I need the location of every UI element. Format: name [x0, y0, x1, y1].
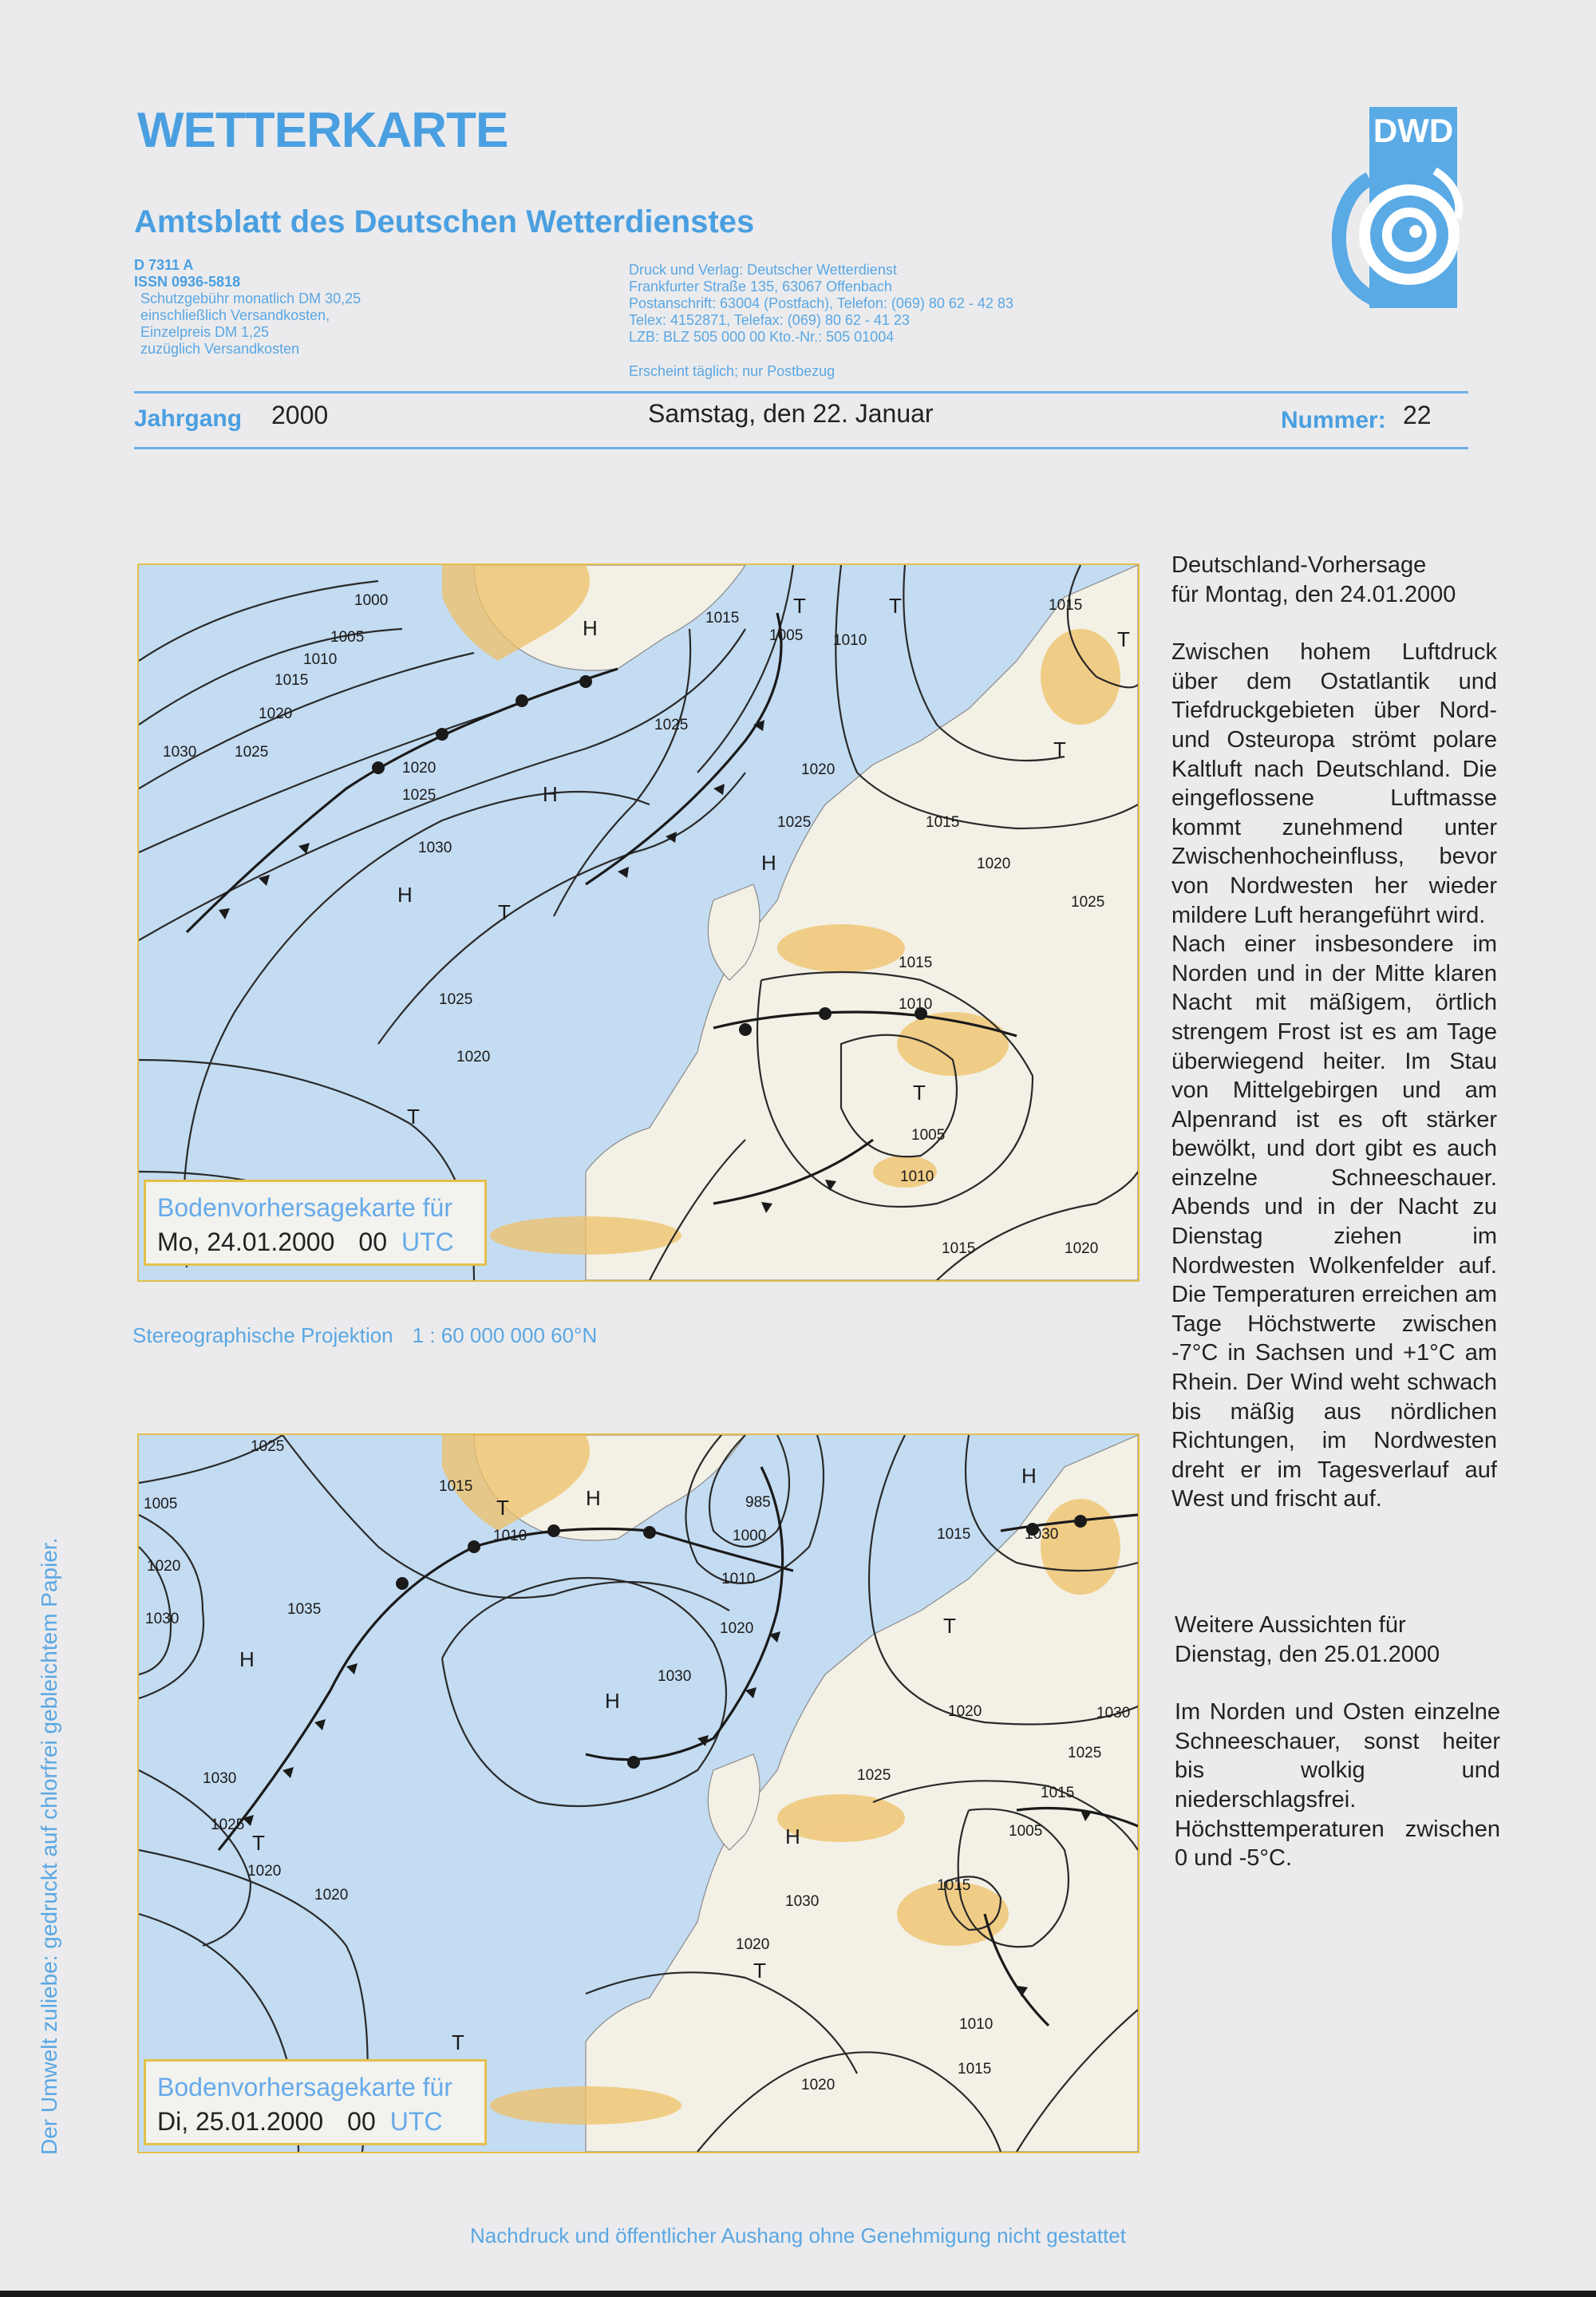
forecast-paragraph: Zwischen hohem Luftdruck über dem Ostatlantik und Tiefdruckgebieten über Nord- und Osteuropa strömt polare Kaltluft nach Deutschland. Die eingeflossene Luftmasse kommt zunehmend unter Zwischenhocheinfluss, bevor von Nordwesten her wieder mildere Luft herangeführt wird.: [1171, 639, 1497, 928]
fee-line: einschließlich Versandkosten,: [140, 307, 330, 323]
header-rule: [134, 447, 1468, 449]
fee-line: Einzelpreis DM 1,25: [140, 324, 270, 340]
high-marker: H: [583, 616, 598, 640]
forecast-heading: für Montag, den 24.01.2000: [1171, 581, 1456, 607]
low-marker: T: [452, 2030, 464, 2054]
publication-subtitle: Amtsblatt des Deutschen Wetterdienstes: [134, 204, 755, 239]
isobar-label: 1005: [144, 1496, 178, 1512]
isobar-label: 1020: [314, 1887, 349, 1904]
publisher-line: Druck und Verlag: Deutscher Wetterdienst: [629, 262, 897, 278]
isobar-label: 1015: [926, 814, 960, 831]
caption-hour: 00: [347, 2107, 376, 2136]
isobar-label: 1020: [801, 2077, 836, 2093]
isobar-label: 1015: [439, 1478, 473, 1495]
isobar-label: 1030: [418, 840, 452, 856]
low-marker: T: [498, 900, 511, 924]
appearance-note: Erscheint täglich; nur Postbezug: [629, 363, 836, 379]
isobar-label: 1025: [1071, 894, 1105, 911]
environment-note: Der Umwelt zuliebe: gedruckt auf chlorfrei gebleichtem Papier.: [37, 1537, 61, 2155]
isobar-label: 1005: [769, 627, 804, 644]
fee-line: zuzüglich Versandkosten: [140, 341, 300, 357]
caption-title: Bodenvorhersagekarte für: [157, 2073, 452, 2101]
scan-edge: [0, 2291, 1596, 2297]
low-marker: T: [943, 1614, 956, 1638]
isobar-label: 1030: [203, 1770, 237, 1787]
low-marker: T: [913, 1081, 926, 1105]
forecast-paragraph: Nach einer insbesondere im Norden und in der Mitte klaren Nacht mit mäßigem, örtlich strengem Frost ist es am Tage überwiegend heiter. Im Stau von Mittelgebirgen und am Alpenrand ist es oft stärker bewölkt, und dort gibt es auch einzelne Schneeschauer. Abends und in der Nacht zu Dienstag ziehen im Nordwesten Wolkenfelder auf. Die Temperaturen erreichen am Tage Höchstwerte zwischen -7°C in Sachsen und +1°C am Rhein. Der Wind weht schwach bis mäßig aus nördlichen Richtungen, im Nordwesten dreht er im Tagesverlauf auf West und frischt auf.: [1171, 931, 1497, 1512]
isobar-label: 1005: [1009, 1823, 1043, 1840]
low-marker: T: [1053, 737, 1066, 761]
caption-hour: 00: [358, 1228, 387, 1256]
low-marker: T: [407, 1105, 420, 1129]
isobar-label: 1025: [1068, 1745, 1102, 1761]
isobar-label: 1015: [1049, 597, 1083, 614]
forecast-heading: Deutschland-Vorhersage: [1171, 552, 1427, 578]
caption-timezone: UTC: [389, 2107, 443, 2136]
isobar-label: 1030: [145, 1611, 180, 1627]
low-marker: T: [496, 1496, 509, 1520]
outlook-heading: Weitere Aussichten für: [1175, 1612, 1406, 1638]
isobar-label: 1030: [785, 1893, 820, 1910]
high-marker: H: [605, 1689, 620, 1713]
isobar-label: 1015: [705, 610, 740, 627]
reprint-notice: Nachdruck und öffentlicher Aushang ohne Genehmigung nicht gestattet: [470, 2224, 1126, 2248]
isobar-label: 1020: [720, 1620, 754, 1637]
high-marker: H: [543, 782, 558, 806]
isobar-label: 1000: [733, 1528, 767, 1544]
isobar-label: 1000: [354, 592, 389, 609]
forecast-map-monday: [137, 563, 1140, 1282]
isobar-label: 1020: [977, 856, 1011, 872]
caption-timezone: UTC: [401, 1228, 454, 1256]
number-value: 22: [1403, 401, 1432, 429]
publisher-line: Postanschrift: 63004 (Postfach), Telefon: (069) 80 62 - 42 83: [629, 295, 1013, 311]
high-marker: H: [239, 1647, 255, 1671]
isobar-label: 1030: [163, 744, 197, 761]
isobar-label: 1020: [259, 706, 293, 722]
projection-name: Stereographische Projektion: [132, 1323, 393, 1347]
isobar-label: 1015: [1041, 1785, 1075, 1801]
outlook-forecast: [1175, 1611, 1500, 1873]
high-marker: H: [761, 851, 776, 875]
publisher-line: Frankfurter Straße 135, 63067 Offenbach: [629, 279, 892, 295]
caption-datetime: [157, 1228, 473, 1257]
publisher-line: LZB: BLZ 505 000 00 Kto.-Nr.: 505 01004: [629, 329, 895, 345]
low-marker: T: [753, 1959, 766, 1983]
isobar-label: 1015: [942, 1240, 976, 1257]
forecast-map-tuesday: [137, 1433, 1140, 2153]
isobar-label: 1020: [402, 760, 437, 777]
fee-line: Schutzgebühr monatlich DM 30,25: [140, 291, 361, 306]
low-marker: T: [252, 1831, 265, 1855]
map-caption: [144, 2059, 487, 2145]
isobar-label: 1020: [948, 1703, 982, 1720]
issue-date: Samstag, den 22. Januar: [648, 399, 934, 428]
isobar-label: 1010: [721, 1571, 756, 1587]
caption-datetime: [157, 2107, 473, 2137]
issn: ISSN 0936-5818: [134, 274, 241, 290]
postal-code: D 7311 A: [134, 257, 194, 273]
isobar-label: 1020: [456, 1049, 491, 1065]
high-marker: H: [397, 883, 413, 907]
isobar-label: 1010: [899, 996, 933, 1013]
isobar-label: 1015: [275, 672, 309, 689]
isobar-label: 1020: [147, 1558, 181, 1575]
dwd-logo: [1315, 107, 1467, 308]
isobar-label: 1005: [330, 629, 365, 646]
landmass: [474, 565, 1138, 1280]
isobar-label: 1035: [287, 1601, 322, 1618]
high-marker: H: [785, 1825, 800, 1848]
isobar-label: 1010: [833, 632, 867, 649]
publisher-line: Telex: 4152871, Telefax: (069) 80 62 - 41 23: [629, 312, 910, 328]
logo-text: DWD: [1373, 112, 1454, 149]
isobar-label: 1025: [777, 814, 812, 831]
isobar-label: 1015: [937, 1877, 971, 1894]
isobar-label: 1020: [736, 1936, 770, 1953]
projection-note: [132, 1323, 597, 1348]
isobar-label: 1010: [493, 1528, 527, 1544]
isobar-label: 1030: [1096, 1705, 1131, 1722]
outlook-heading: Dienstag, den 25.01.2000: [1175, 1641, 1440, 1667]
isobar-label: 1025: [857, 1767, 891, 1784]
isobar-label: 1020: [1065, 1240, 1099, 1257]
isobar-label: 1030: [658, 1668, 692, 1685]
germany-forecast: [1171, 551, 1497, 1514]
low-marker: T: [889, 594, 902, 618]
outlook-paragraph: Im Norden und Osten einzelne Schneeschauer, sonst heiter bis wolkig und niederschlagsfrei. Höchsttemperaturen zwischen 0 und -5°C.: [1175, 1699, 1500, 1872]
pressure-chart-svg: [139, 565, 1138, 1280]
pressure-chart-svg: [139, 1435, 1138, 2152]
isobar-label: 1025: [439, 991, 473, 1008]
isobar-label: 1010: [303, 651, 338, 668]
isobar-label: 1025: [251, 1438, 285, 1455]
publication-title: WETTERKARTE: [137, 103, 508, 158]
isobar-label: 1025: [402, 787, 437, 804]
isobar-label: 1010: [900, 1168, 934, 1185]
map-caption: [144, 1180, 487, 1266]
year-value: 2000: [271, 401, 329, 429]
isobar-label: 1010: [959, 2016, 994, 2033]
isobar-label: 1015: [958, 2061, 992, 2078]
caption-date: Di, 25.01.2000: [157, 2107, 324, 2136]
isobar-label: 985: [745, 1494, 771, 1511]
isobar-label: 1030: [1025, 1526, 1059, 1543]
isobar-label: 1015: [937, 1526, 971, 1543]
isobar-label: 1005: [911, 1127, 946, 1144]
low-marker: T: [793, 594, 806, 618]
header-rule: [134, 391, 1468, 393]
low-marker: T: [1117, 627, 1130, 651]
number-label: Nummer:: [1281, 407, 1386, 433]
caption-date: Mo, 24.01.2000: [157, 1228, 335, 1256]
subscription-info: [134, 257, 361, 358]
isobar-label: 1025: [235, 744, 269, 761]
isobar-label: 1025: [654, 717, 689, 733]
isobar-label: 1015: [899, 955, 933, 971]
year-label: Jahrgang: [134, 405, 243, 432]
high-marker: H: [1021, 1464, 1037, 1488]
caption-title: Bodenvorhersagekarte für: [157, 1193, 452, 1222]
high-marker: H: [586, 1486, 601, 1510]
publisher-info: [629, 262, 1013, 380]
isobar-label: 1020: [247, 1863, 282, 1880]
isobar-label: 1025: [211, 1817, 245, 1833]
projection-scale: 1 : 60 000 000 60°N: [412, 1323, 598, 1347]
isobar-label: 1020: [801, 761, 836, 778]
